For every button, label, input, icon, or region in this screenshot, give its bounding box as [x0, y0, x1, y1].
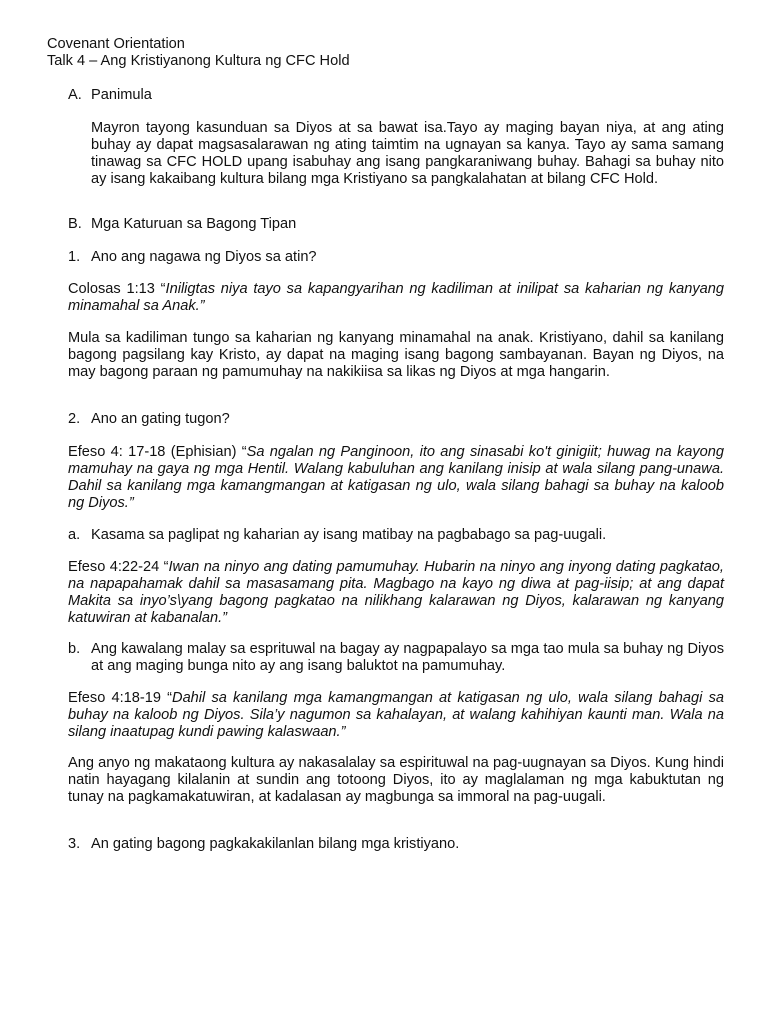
question-2-text: Ano an gating tugon?	[91, 411, 230, 427]
point-a-label: a.	[68, 527, 81, 543]
verse-efeso-18-19-ref: Efeso 4:18-19 “	[68, 690, 173, 706]
question-1-text: Ano ang nagawa ng Diyos sa atin?	[91, 249, 317, 265]
point-b-text: Ang kawalang malay sa esprituwal na bagay ay nagpapalayo sa mga tao mula sa buhay ng Diyos at ang maging bunga nito ay ang isang baluktot na pamumuhay.	[91, 641, 724, 674]
verse-efeso-17-18	[68, 444, 724, 512]
verse-colosas-quote: Iniligtas niya tayo sa kapangyarihan ng kadiliman at inilipat sa kaharian ng kanyang minamahal sa Anak.”	[68, 281, 724, 314]
paragraph-2: Ang anyo ng makataong kultura ay nakasalalay sa espirituwal na pag-uugnayan sa Diyos. Kung hindi natin hayagang kilalanin at sundin ang totoong Diyos, ito ay maglalaman ng mga kabuktutan ng tunay na pagkamakatuwiran, at kadalasan ay magbunga sa immoral na pag-uugali.	[68, 755, 724, 805]
paragraph-1: Mula sa kadiliman tungo sa kaharian ng kanyang minamahal na anak. Kristiyano, dahil sa kanilang bagong pagsilang kay Kristo, ay dapat na maging isang bagong sambayanan. Bayan ng Diyos, na may bagong paraan ng pamumuhay na nakikiisa sa likas ng Diyos at mga hangarin.	[68, 330, 724, 380]
talk-title: Talk 4 – Ang Kristiyanong Kultura ng CFC Hold	[47, 53, 350, 69]
point-b-label: b.	[68, 641, 81, 657]
verse-efeso-18-19-quote: Dahil sa kanilang mga kamangmangan at katigasan ng ulo, wala silang bahagi sa buhay na kaloob ng Diyos. Sila’y nagumon sa kahalayan, at walang kahihiyan kaunti man. Wala na silang inaatupag kundi pawing kalaswaan.”	[68, 690, 724, 740]
document-title: Covenant Orientation	[47, 36, 185, 52]
section-b-label: B.	[68, 216, 82, 232]
question-1-label: 1.	[68, 249, 81, 265]
question-3-label: 3.	[68, 836, 81, 852]
verse-colosas-ref: Colosas 1:13 “	[68, 281, 166, 297]
verse-efeso-22-24	[68, 559, 724, 627]
verse-efeso-17-18-ref: Efeso 4: 17-18 (Ephisian) “	[68, 444, 247, 460]
section-a-title: Panimula	[91, 87, 152, 103]
section-a-paragraph: Mayron tayong kasunduan sa Diyos at sa bawat isa.Tayo ay maging bayan niya, at ang ating buhay ay dapat magsasalarawan ng ating taimtim na ugnayan sa kanya. Tayo ay sama samang tinawag sa CFC HOLD upang isabuhay ang isang pangkaraniwang buhay. Bahagi sa buhay nito ay isang kakaibang kultura bilang mga Kristiyano sa pangkalahatan at bilang CFC Hold.	[91, 120, 724, 187]
section-a-label: A.	[68, 87, 82, 103]
verse-colosas	[68, 281, 724, 315]
verse-efeso-18-19	[68, 690, 724, 741]
verse-efeso-22-24-ref: Efeso 4:22-24 “	[68, 559, 169, 575]
verse-efeso-17-18-quote: Sa ngalan ng Panginoon, ito ang sinasabi ko't ginigiit; huwag na kayong mamuhay na gaya ng mga Hentil. Walang kabuluhan ang kanilang inisip at wala silang pang-unawa. Dahil sa kanilang mga kamangmangan at katigasan ng ulo, wala silang bahagi sa buhay na kaloob ng Diyos.”	[68, 444, 725, 511]
question-3-text: An gating bagong pagkakakilanlan bilang mga kristiyano.	[91, 836, 460, 852]
point-a-text: Kasama sa paglipat ng kaharian ay isang matibay na pagbabago sa pag-uugali.	[91, 527, 607, 543]
section-b-title: Mga Katuruan sa Bagong Tipan	[91, 216, 297, 232]
verse-efeso-22-24-quote: Iwan na ninyo ang dating pamumuhay. Hubarin na ninyo ang inyong dating pagkatao, na napapahamak dahil sa masasamang pita. Magbago na kayo ng diwa at pag-iisip; at ang dapat Makita sa inyo’s\yang bagong pagkatao na nilikhang kalarawan ng Diyos, kalarawan ng kanyang katuwiran at kabanalan.”	[68, 559, 724, 626]
question-2-label: 2.	[68, 411, 81, 427]
